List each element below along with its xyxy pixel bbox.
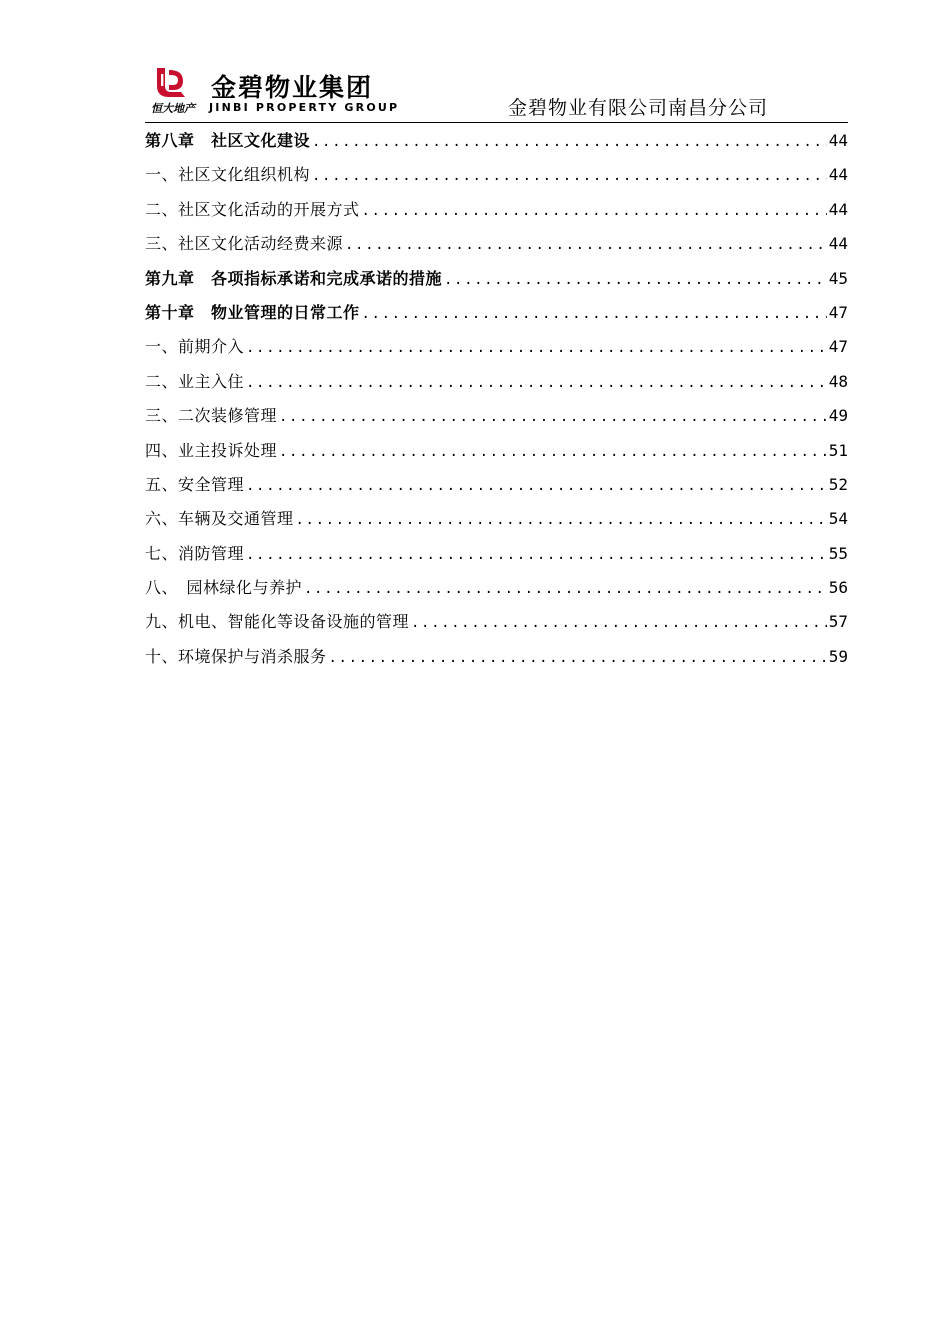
logo-subtitle: JINBI PROPERTY GROUP xyxy=(209,101,400,114)
toc-entry-title: 一、社区文化组织机构 xyxy=(145,165,311,185)
toc-leader-dots xyxy=(362,297,827,331)
toc-entry[interactable] xyxy=(145,502,848,536)
logo-brand-cn: 恒大地产 xyxy=(151,102,195,115)
toc-entry[interactable] xyxy=(145,262,848,296)
toc-entry-title: 第九章 各项指标承诺和完成承诺的措施 xyxy=(145,268,443,288)
toc-leader-dots xyxy=(246,366,827,400)
toc-entry[interactable] xyxy=(145,434,848,468)
toc-entry-page: 56 xyxy=(828,578,848,598)
toc-leader-dots xyxy=(246,469,827,503)
company-name: 金碧物业有限公司南昌分公司 xyxy=(507,97,768,119)
toc-entry[interactable] xyxy=(145,158,848,192)
toc-entry-title: 第十章 物业管理的日常工作 xyxy=(145,302,360,322)
toc-entry[interactable] xyxy=(145,193,848,227)
evergrande-logo-icon xyxy=(151,66,187,98)
toc-leader-dots xyxy=(345,228,827,262)
toc-entry-page: 55 xyxy=(828,543,848,563)
toc-entry[interactable] xyxy=(145,468,848,502)
toc-entry-page: 44 xyxy=(828,199,848,219)
toc-leader-dots xyxy=(329,641,827,675)
toc-entry-title: 二、社区文化活动的开展方式 xyxy=(145,199,360,219)
toc-leader-dots xyxy=(312,125,827,159)
toc-entry[interactable] xyxy=(145,640,848,674)
toc-entry-title: 五、安全管理 xyxy=(145,474,245,494)
toc-leader-dots xyxy=(246,331,827,365)
toc-entry-page: 49 xyxy=(828,406,848,426)
toc-entry-page: 45 xyxy=(828,268,848,288)
toc-leader-dots xyxy=(312,159,827,193)
table-of-contents xyxy=(145,124,848,674)
toc-entry-page: 59 xyxy=(828,646,848,666)
toc-entry-page: 54 xyxy=(828,509,848,529)
toc-entry-title: 第八章 社区文化建设 xyxy=(145,131,311,150)
toc-leader-dots xyxy=(279,435,827,469)
toc-entry-title: 八、 园林绿化与养护 xyxy=(145,578,303,598)
toc-entry-page: 44 xyxy=(828,234,848,254)
toc-entry[interactable] xyxy=(145,571,848,605)
toc-entry-title: 七、消防管理 xyxy=(145,543,245,563)
toc-entry-page: 51 xyxy=(828,440,848,460)
toc-entry[interactable] xyxy=(145,330,848,364)
toc-entry-title: 一、前期介入 xyxy=(145,337,245,357)
logo-title: 金碧物业集团 xyxy=(211,73,374,102)
toc-entry-page: 44 xyxy=(828,131,848,150)
toc-entry[interactable] xyxy=(145,537,848,571)
toc-entry-page: 47 xyxy=(828,337,848,357)
toc-entry-title: 九、机电、智能化等设备设施的管理 xyxy=(145,612,410,632)
toc-leader-dots xyxy=(304,572,827,606)
toc-entry-title: 四、业主投诉处理 xyxy=(145,440,278,460)
toc-leader-dots xyxy=(411,606,827,640)
toc-entry[interactable] xyxy=(145,227,848,261)
toc-entry[interactable] xyxy=(145,124,848,158)
toc-leader-dots xyxy=(296,503,827,537)
toc-entry-page: 57 xyxy=(828,612,848,632)
toc-entry-page: 47 xyxy=(828,302,848,322)
toc-leader-dots xyxy=(362,194,827,228)
toc-entry-page: 44 xyxy=(828,165,848,185)
toc-entry[interactable] xyxy=(145,365,848,399)
toc-leader-dots xyxy=(246,538,827,572)
toc-entry-title: 三、二次装修管理 xyxy=(145,406,278,426)
page-header xyxy=(145,62,848,123)
toc-entry[interactable] xyxy=(145,605,848,639)
toc-entry[interactable] xyxy=(145,399,848,433)
toc-entry[interactable] xyxy=(145,296,848,330)
toc-leader-dots xyxy=(444,263,827,297)
toc-entry-page: 52 xyxy=(828,474,848,494)
toc-entry-title: 六、车辆及交通管理 xyxy=(145,509,294,529)
toc-entry-title: 三、社区文化活动经费来源 xyxy=(145,234,344,254)
toc-entry-title: 十、环境保护与消杀服务 xyxy=(145,646,327,666)
toc-entry-page: 48 xyxy=(828,371,848,391)
company-logo xyxy=(145,62,405,116)
toc-leader-dots xyxy=(279,400,827,434)
toc-entry-title: 二、业主入住 xyxy=(145,371,245,391)
